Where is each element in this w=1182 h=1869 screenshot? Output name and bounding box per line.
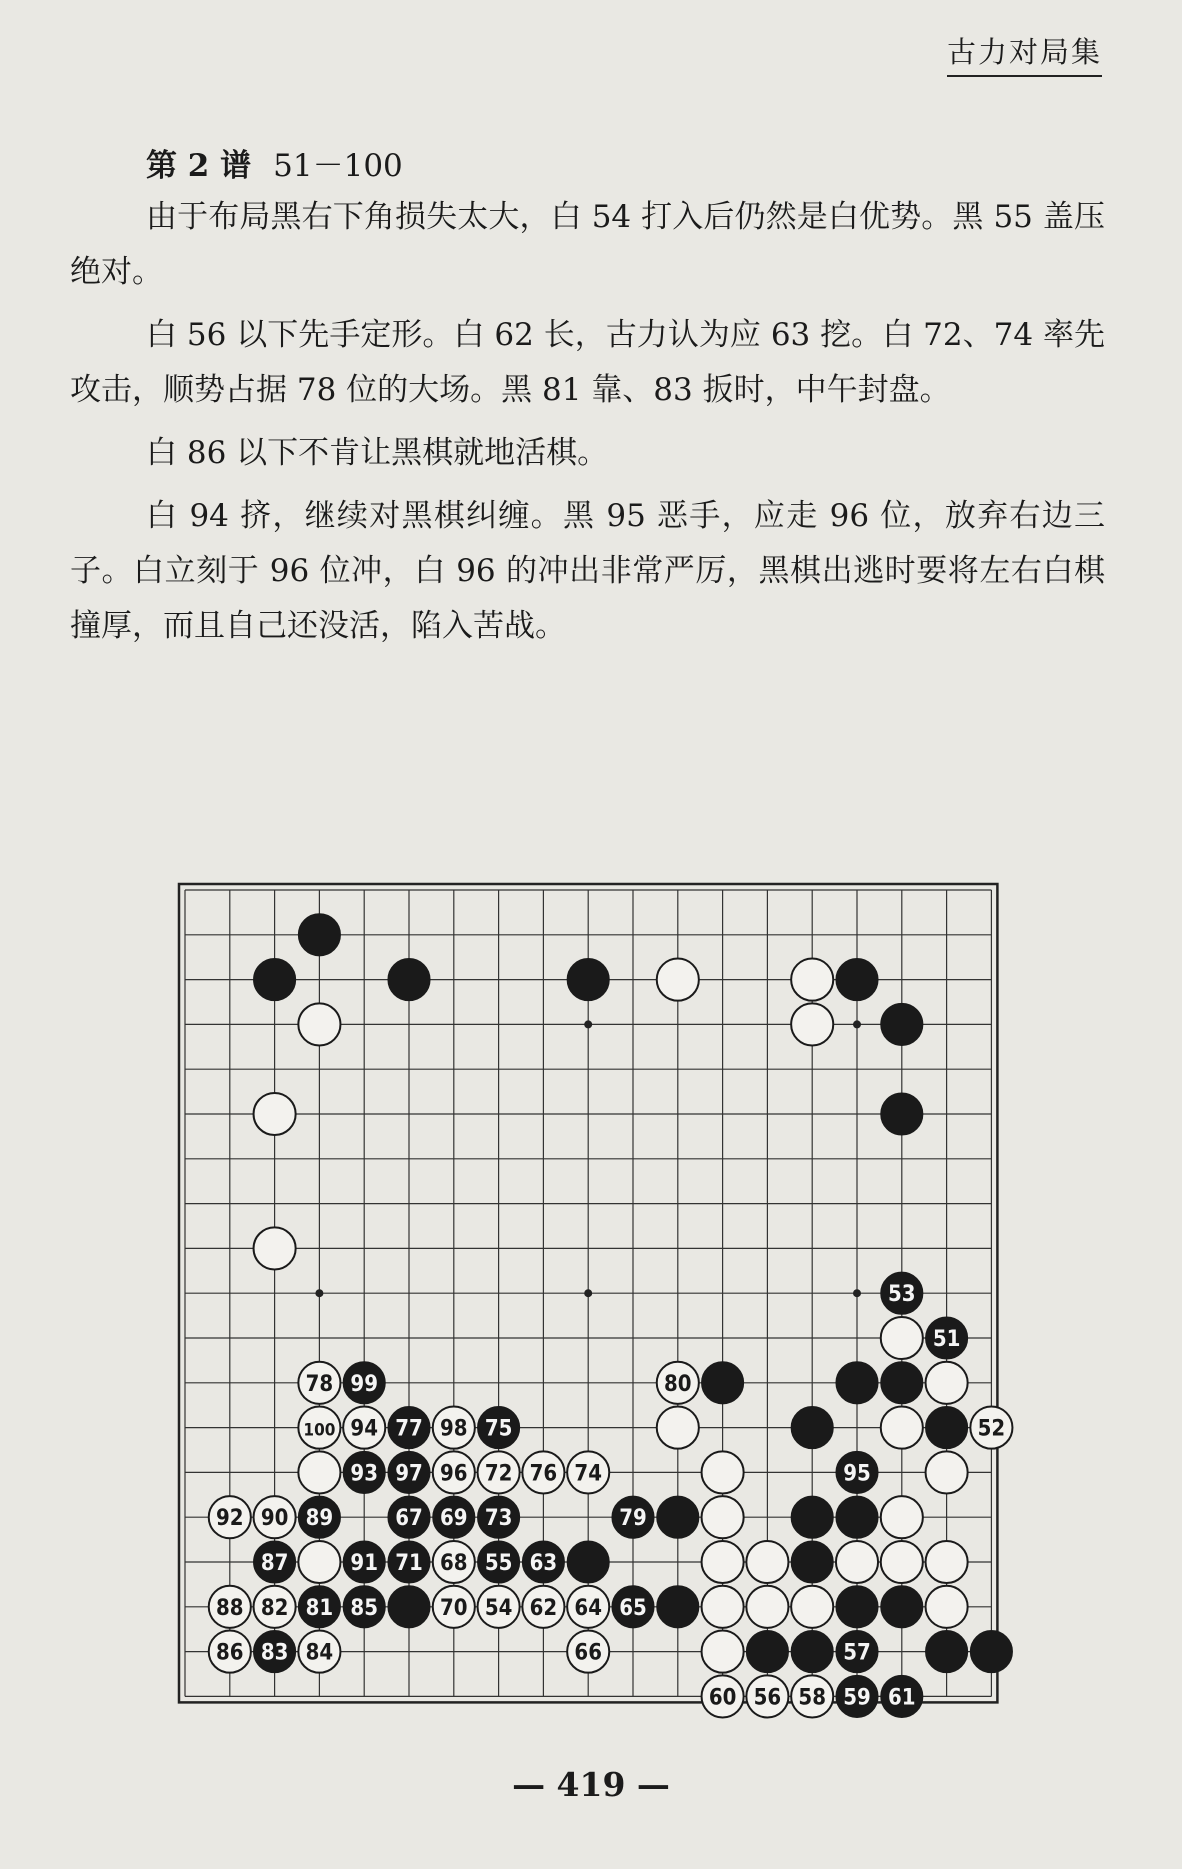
page-number: — 419 — xyxy=(512,1765,670,1804)
white-stone xyxy=(702,1451,744,1493)
move-number: 83 xyxy=(260,1640,289,1666)
move-number: 62 xyxy=(529,1595,558,1621)
move-number: 67 xyxy=(395,1506,423,1532)
black-stone xyxy=(881,1003,923,1045)
move-number: 82 xyxy=(260,1595,289,1621)
white-stone xyxy=(702,1586,744,1628)
go-board xyxy=(0,860,1182,1720)
move-number: 69 xyxy=(440,1506,468,1532)
white-stone xyxy=(791,959,833,1001)
move-number: 70 xyxy=(440,1595,468,1621)
white-stone xyxy=(926,1362,968,1404)
running-header: 古力对局集 xyxy=(947,30,1102,77)
move-number: 87 xyxy=(260,1551,289,1576)
black-stone xyxy=(836,1496,878,1538)
move-number: 58 xyxy=(798,1685,826,1711)
move-number: 79 xyxy=(619,1506,647,1532)
commentary-text xyxy=(70,190,1105,662)
star-point xyxy=(584,1020,592,1028)
move-number: 71 xyxy=(395,1551,423,1576)
move-number: 77 xyxy=(395,1416,423,1442)
move-number: 94 xyxy=(350,1416,378,1442)
black-stone xyxy=(836,1362,878,1404)
paragraph: 白 56 以下先手定形。白 62 长，古力认为应 63 挖。白 72、74 率先攻击，顺势占据 78 位的大场。黑 81 靠、83 扳时，中午封盘。 xyxy=(70,317,1105,408)
black-stone xyxy=(746,1631,788,1673)
move-number: 74 xyxy=(574,1461,602,1487)
move-number: 85 xyxy=(350,1595,378,1621)
white-stone xyxy=(657,959,699,1001)
move-number: 51 xyxy=(932,1327,961,1352)
black-stone xyxy=(388,1586,430,1628)
black-stone xyxy=(791,1631,833,1673)
white-stone xyxy=(298,1451,340,1493)
move-number: 60 xyxy=(708,1685,737,1711)
move-number: 61 xyxy=(888,1685,916,1711)
move-number: 55 xyxy=(484,1551,513,1576)
move-number: 95 xyxy=(843,1461,871,1487)
black-stone xyxy=(298,914,340,956)
move-number: 92 xyxy=(216,1506,244,1532)
star-point xyxy=(853,1289,861,1297)
black-stone xyxy=(926,1407,968,1449)
black-stone xyxy=(791,1496,833,1538)
move-number: 81 xyxy=(305,1595,334,1621)
black-stone xyxy=(791,1407,833,1449)
black-stone xyxy=(836,959,878,1001)
move-number: 63 xyxy=(529,1551,558,1576)
move-range: 51－100 xyxy=(273,148,403,184)
white-stone xyxy=(702,1631,744,1673)
black-stone xyxy=(970,1631,1012,1673)
white-stone xyxy=(881,1317,923,1359)
black-stone xyxy=(254,959,296,1001)
white-stone xyxy=(881,1407,923,1449)
black-stone xyxy=(567,1541,609,1583)
star-point xyxy=(315,1289,323,1297)
black-stone xyxy=(567,959,609,1001)
black-stone xyxy=(657,1496,699,1538)
white-stone xyxy=(298,1541,340,1583)
paragraph: 白 86 以下不肯让黑棋就地活棋。 xyxy=(146,435,609,471)
white-stone xyxy=(254,1093,296,1135)
move-number: 54 xyxy=(484,1595,513,1621)
white-stone xyxy=(836,1541,878,1583)
white-stone xyxy=(657,1407,699,1449)
white-stone xyxy=(881,1496,923,1538)
move-number: 76 xyxy=(529,1461,558,1487)
black-stone xyxy=(657,1586,699,1628)
move-number: 98 xyxy=(440,1416,468,1442)
move-number: 96 xyxy=(440,1461,468,1487)
move-number: 78 xyxy=(305,1371,334,1397)
white-stone xyxy=(702,1496,744,1538)
move-number: 100 xyxy=(303,1420,336,1441)
paragraph: 白 94 挤，继续对黑棋纠缠。黑 95 恶手，应走 96 位，放弃右边三子。白立刻于 96 位冲，白 96 的冲出非常严厉，黑棋出逃时要将左右白棋撞厚，而且自己还没活，陷入苦战。 xyxy=(70,498,1105,644)
move-number: 99 xyxy=(350,1371,378,1397)
move-number: 66 xyxy=(574,1640,602,1666)
move-number: 90 xyxy=(260,1506,289,1532)
black-stone xyxy=(881,1093,923,1135)
black-stone xyxy=(836,1586,878,1628)
move-number: 56 xyxy=(753,1685,782,1711)
move-number: 80 xyxy=(664,1371,692,1397)
move-number: 53 xyxy=(888,1282,916,1308)
paragraph: 由于布局黑右下角损失太大，白 54 打入后仍然是白优势。黑 55 盖压绝对。 xyxy=(70,199,1105,290)
white-stone xyxy=(791,1586,833,1628)
move-number: 72 xyxy=(484,1461,513,1487)
move-number: 65 xyxy=(619,1595,647,1621)
white-stone xyxy=(702,1541,744,1583)
move-number: 73 xyxy=(484,1506,513,1532)
move-number: 84 xyxy=(305,1640,334,1666)
move-number: 91 xyxy=(350,1551,378,1576)
move-number: 88 xyxy=(216,1595,244,1621)
move-number: 75 xyxy=(484,1416,513,1442)
move-number: 52 xyxy=(977,1416,1006,1442)
white-stone xyxy=(298,1003,340,1045)
white-stone xyxy=(881,1541,923,1583)
white-stone xyxy=(254,1227,296,1269)
move-number: 59 xyxy=(843,1685,871,1711)
move-number: 93 xyxy=(350,1461,378,1487)
black-stone xyxy=(926,1631,968,1673)
black-stone xyxy=(881,1362,923,1404)
black-stone xyxy=(791,1541,833,1583)
move-number: 64 xyxy=(574,1595,602,1621)
move-number: 57 xyxy=(843,1640,871,1666)
star-point xyxy=(584,1289,592,1297)
white-stone xyxy=(746,1541,788,1583)
white-stone xyxy=(791,1003,833,1045)
move-number: 89 xyxy=(305,1506,334,1532)
move-number: 97 xyxy=(395,1461,423,1487)
move-number: 86 xyxy=(216,1640,244,1666)
white-stone xyxy=(926,1451,968,1493)
white-stone xyxy=(926,1586,968,1628)
move-number: 68 xyxy=(440,1551,468,1576)
black-stone xyxy=(881,1586,923,1628)
go-board-diagram xyxy=(0,860,1182,1720)
diagram-number: 第 2 谱 xyxy=(146,148,252,184)
section-heading xyxy=(146,140,403,185)
star-point xyxy=(853,1020,861,1028)
black-stone xyxy=(702,1362,744,1404)
black-stone xyxy=(388,959,430,1001)
white-stone xyxy=(746,1586,788,1628)
white-stone xyxy=(926,1541,968,1583)
